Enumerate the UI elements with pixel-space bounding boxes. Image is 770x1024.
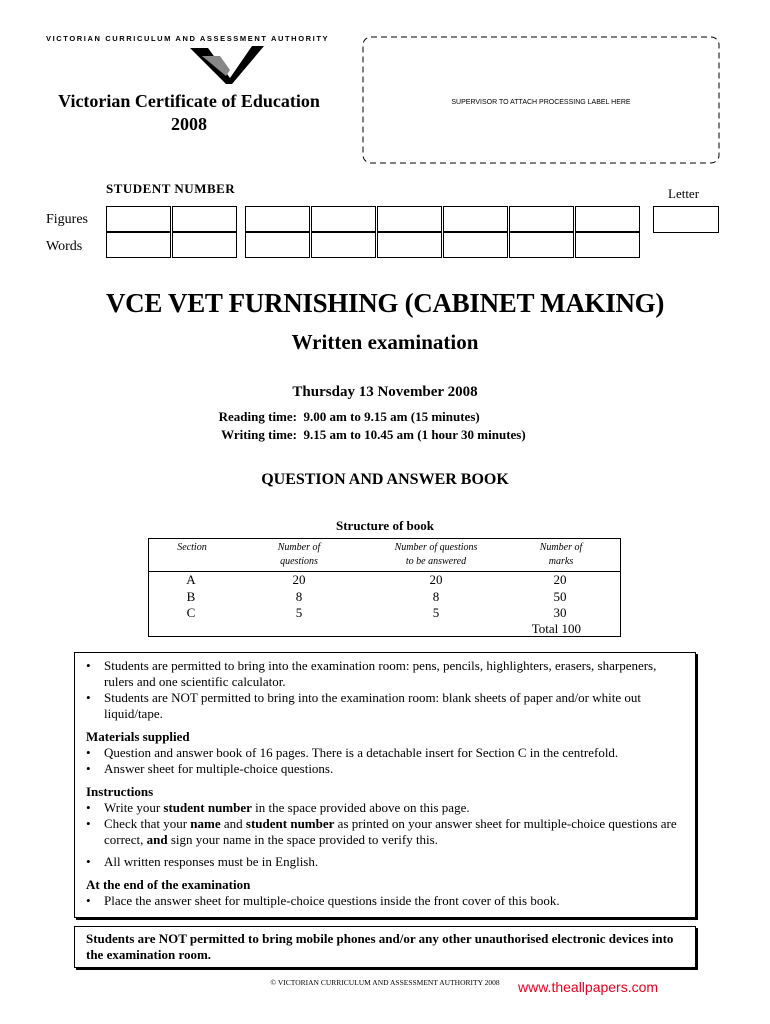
warning-text: Students are NOT permitted to bring mobile phones and/or any other unauthorised electronic devices into the examination room. [86, 931, 674, 962]
reading-time-label: Reading time: [218, 409, 297, 424]
figures-label: Figures [46, 212, 88, 227]
instr3-text: All written responses must be in English. [104, 854, 319, 869]
word-cell[interactable] [311, 232, 376, 258]
end-heading: At the end of the examination [86, 877, 251, 892]
instr2-text-g: sign your name in the space provided to verify this. [170, 832, 438, 847]
header-to-answer [361, 541, 511, 569]
figure-cell[interactable] [377, 206, 442, 232]
instr1-text: Write your [104, 800, 161, 815]
instr2-bold-number: student number [245, 816, 335, 831]
table-cell: 20 [429, 572, 443, 587]
table-cell: 8 [432, 588, 440, 604]
instructions-box [74, 652, 696, 918]
authority-name: VICTORIAN CURRICULUM AND ASSESSMENT AUTHORITY [46, 34, 330, 43]
column-answered [416, 572, 456, 622]
table-cell: 20 [553, 572, 567, 587]
header-marks [517, 541, 605, 569]
figure-cell[interactable] [509, 206, 574, 232]
label-placeholder-text: SUPERVISOR TO ATTACH PROCESSING LABEL HERE [451, 99, 631, 106]
student-number-grid-left [106, 206, 238, 258]
figure-cell[interactable] [575, 206, 640, 232]
list-item: • Place the answer sheet for multiple-choice questions inside the front cover of this book. [86, 893, 560, 908]
table-cell: C [186, 605, 196, 620]
word-cell[interactable] [509, 232, 574, 258]
watermark-link[interactable]: www.theallpapers.com [518, 979, 659, 995]
certificate-year: 2008 [171, 114, 207, 134]
exam-times [210, 408, 526, 444]
figure-cell[interactable] [245, 206, 310, 232]
header-to-answer-line2: to be answered [405, 556, 467, 567]
reading-time-value: 9.00 am to 9.15 am (15 minutes) [303, 409, 480, 424]
word-cell[interactable] [443, 232, 508, 258]
column-section [171, 572, 211, 622]
table-cell: 30 [553, 605, 567, 620]
not-permitted-text: Students are NOT permitted to bring into the examination room: blank sheets of paper and/or white out liquid/tape. [104, 690, 641, 721]
table-cell: 5 [295, 605, 303, 620]
list-item: • Write your student number in the space provided above on this page. [86, 800, 470, 815]
certificate-title [44, 90, 334, 136]
word-cell[interactable] [106, 232, 171, 258]
materials-text-1: Question and answer book of 16 pages. There is a detachable insert for Section C in the centrefold. [104, 745, 619, 760]
figure-cell[interactable] [311, 206, 376, 232]
table-cell: 8 [295, 588, 303, 604]
certificate-line-1: Victorian Certificate of Education [58, 91, 320, 111]
materials-heading: Materials supplied [86, 729, 190, 744]
figure-cell[interactable] [106, 206, 171, 232]
instr2-text-c: and [223, 816, 243, 831]
exam-date: Thursday 13 November 2008 [292, 384, 478, 400]
writing-time-label: Writing time: [221, 427, 297, 442]
instructions-heading: Instructions [86, 784, 154, 799]
list-item: • All written responses must be in English. [86, 854, 319, 869]
warning-box [74, 926, 696, 968]
list-item: • Question and answer book of 16 pages. There is a detachable insert for Section C in the centrefold. [86, 745, 619, 760]
structure-title: Structure of book [336, 518, 434, 533]
figure-cell[interactable] [172, 206, 237, 232]
instr2-text-a: Check that your [104, 816, 188, 831]
structure-table [148, 538, 621, 637]
copyright: © VICTORIAN CURRICULUM AND ASSESSMENT AUTHORITY 2008 [270, 978, 500, 987]
list-item: • Check that your name and student number as printed on your answer sheet for multiple-choice questions are correct, and sign your name in the space provided to verify this. [86, 816, 677, 847]
total-marks: Total 100 [531, 621, 581, 636]
header-marks-line2: marks [548, 556, 574, 567]
column-marks [540, 572, 580, 622]
student-number-heading: STUDENT NUMBER [106, 181, 236, 196]
permitted-text: Students are permitted to bring into the examination room: pens, pencils, highlighters, erasers, sharpeners, rulers and one scientific calculator. [104, 658, 657, 689]
exam-title: VCE VET FURNISHING (CABINET MAKING) [105, 288, 665, 318]
header-to-answer-line1: Number of questions [394, 542, 478, 553]
instr2-text-e: as printed on your answer sheet for multiple-choice questions are correct, [104, 816, 677, 847]
word-cell[interactable] [575, 232, 640, 258]
writing-time-value: 9.15 am to 10.45 am (1 hour 30 minutes) [303, 427, 526, 442]
header-num-questions-line1: Number of [277, 542, 321, 553]
exam-subtitle: Written examination [291, 330, 479, 354]
letter-cell[interactable] [653, 206, 719, 233]
table-cell: 50 [553, 588, 567, 604]
header-section: Section [177, 542, 207, 553]
instr1-text-end: in the space provided above on this page. [255, 800, 470, 815]
materials-text-2: Answer sheet for multiple-choice questions. [104, 761, 334, 776]
word-cell[interactable] [377, 232, 442, 258]
table-cell: A [186, 572, 196, 587]
header-marks-line1: Number of [539, 542, 583, 553]
word-cell[interactable] [245, 232, 310, 258]
end-text: Place the answer sheet for multiple-choice questions inside the front cover of this book. [104, 893, 560, 908]
vcaa-logo [190, 42, 270, 86]
table-cell: B [186, 588, 196, 604]
column-questions [279, 572, 319, 622]
instr2-bold-name: name [190, 816, 221, 831]
words-label: Words [46, 239, 83, 254]
header-num-questions [247, 541, 351, 569]
list-item: • Answer sheet for multiple-choice questions. [86, 761, 334, 776]
list-item: • Students are permitted to bring into the examination room: pens, pencils, highlighters, erasers, sharpeners, rulers and one scientific calculator. [86, 658, 687, 690]
word-cell[interactable] [172, 232, 237, 258]
student-number-grid-right [245, 206, 641, 258]
list-item: • Students are NOT permitted to bring into the examination room: blank sheets of paper and/or white out liquid/tape. [86, 690, 687, 722]
header-num-questions-line2: questions [280, 556, 318, 567]
book-heading: QUESTION AND ANSWER BOOK [261, 471, 509, 488]
table-cell: 20 [292, 572, 306, 587]
letter-label: Letter [668, 186, 700, 201]
figure-cell[interactable] [443, 206, 508, 232]
instr2-bold-and: and [146, 832, 168, 847]
table-cell: 5 [432, 605, 440, 620]
instr1-bold: student number [163, 800, 252, 815]
